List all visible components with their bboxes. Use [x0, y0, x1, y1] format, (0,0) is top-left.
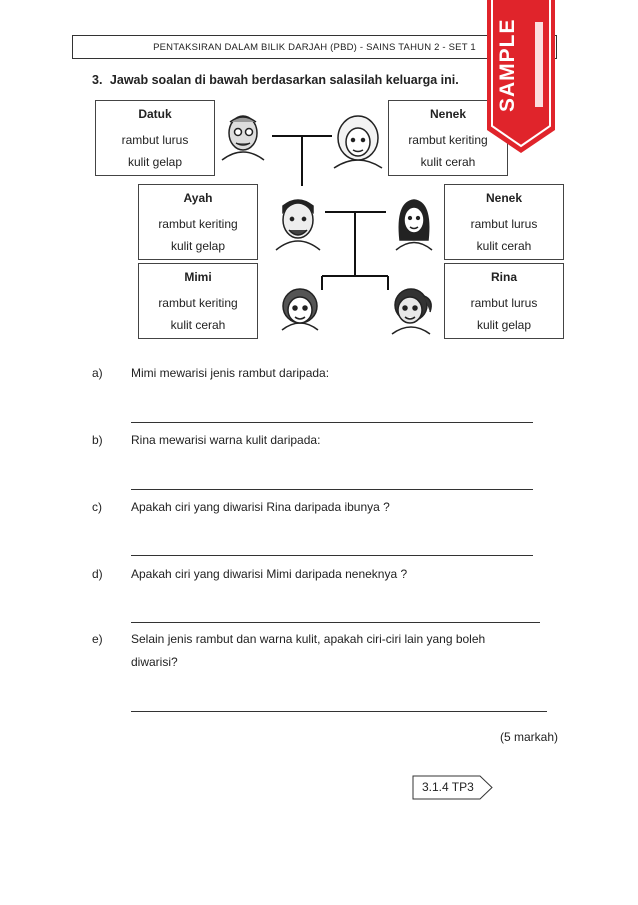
subq-c-text: Apakah ciri yang diwarisi Rina daripada ibunya ?	[131, 500, 390, 514]
answer-line-d[interactable]	[131, 622, 540, 623]
member-name: Nenek	[429, 107, 467, 121]
subq-e-label: e)	[92, 632, 103, 646]
marks-total: (5 markah)	[499, 730, 558, 744]
member-name: Ayah	[183, 191, 213, 205]
answer-line-e[interactable]	[131, 711, 547, 712]
subq-b-text: Rina mewarisi warna kulit daripada:	[131, 433, 321, 447]
answer-line-b[interactable]	[131, 489, 533, 490]
member-name: Rina	[490, 270, 517, 284]
member-trait-hair: rambut keriting	[158, 296, 238, 310]
member-name: Datuk	[138, 107, 172, 121]
girl-rina-icon	[392, 289, 431, 334]
subq-d-text: Apakah ciri yang diwarisi Mimi daripada neneknya ?	[131, 567, 408, 581]
member-trait-skin: kulit gelap	[170, 239, 226, 253]
page-header: PENTAKSIRAN DALAM BILIK DARJAH (PBD) - SAINS TAHUN 2 - SET 1	[72, 35, 557, 59]
member-trait-hair: rambut lurus	[121, 133, 189, 147]
father-icon	[276, 200, 320, 250]
member-name: Mimi	[184, 270, 212, 284]
member-trait-hair: rambut keriting	[408, 133, 488, 147]
girl-mimi-icon	[282, 289, 318, 330]
member-trait-hair: rambut lurus	[470, 296, 538, 310]
member-trait-skin: kulit cerah	[420, 155, 476, 169]
subq-a-text: Mimi mewarisi jenis rambut daripada:	[131, 366, 330, 380]
member-trait-skin: kulit cerah	[476, 239, 532, 253]
tp-tag	[412, 775, 492, 799]
subq-e-text-cont: diwarisi?	[131, 655, 178, 669]
answer-line-c[interactable]	[131, 555, 533, 556]
subq-b-label: b)	[92, 433, 103, 447]
member-name: Nenek	[485, 191, 523, 205]
subq-d-label: d)	[92, 567, 103, 581]
subq-a-label: a)	[92, 366, 103, 380]
member-trait-skin: kulit gelap	[476, 318, 532, 332]
subq-e-text: Selain jenis rambut dan warna kulit, apakah ciri-ciri lain yang boleh	[131, 632, 486, 646]
member-trait-skin: kulit gelap	[127, 155, 183, 169]
sample-watermark	[486, 0, 556, 155]
question-number: 3.	[92, 73, 103, 87]
member-trait-hair: rambut keriting	[158, 217, 238, 231]
grandfather-icon	[222, 116, 264, 160]
mother-icon	[396, 200, 432, 250]
sample-text: SAMPLE	[496, 18, 519, 112]
member-trait-hair: rambut lurus	[470, 217, 538, 231]
question-text: Jawab soalan di bawah berdasarkan salasilah keluarga ini.	[109, 73, 459, 87]
grandmother-icon	[334, 116, 382, 168]
answer-line-a[interactable]	[131, 422, 533, 423]
member-trait-skin: kulit cerah	[170, 318, 226, 332]
subq-c-label: c)	[92, 500, 102, 514]
tp-tag-text: 3.1.4 TP3	[422, 780, 474, 794]
